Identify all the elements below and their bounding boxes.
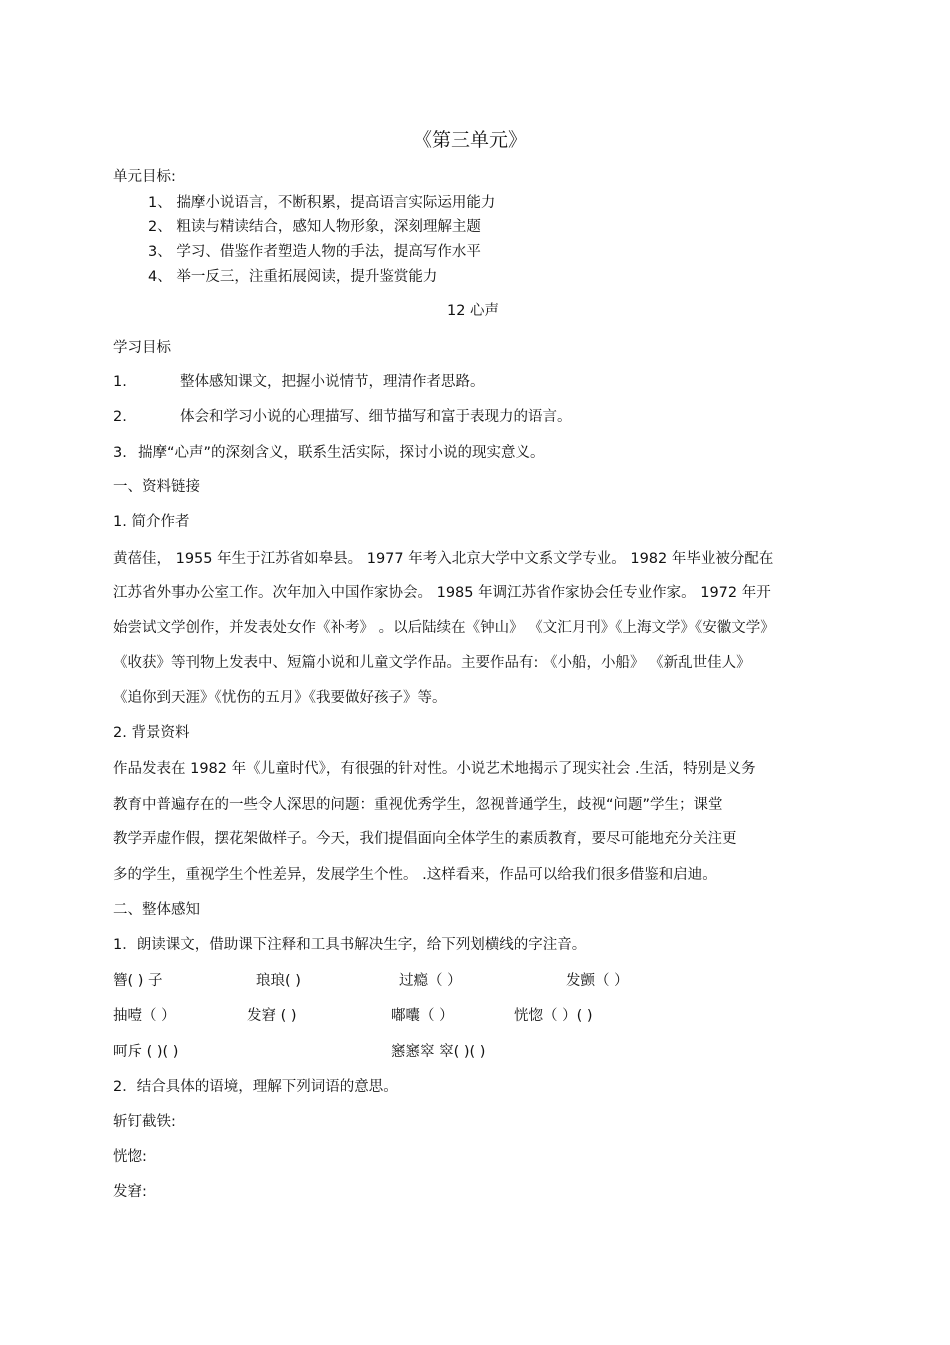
question-2: 2．结合具体的语境，理解下列词语的意思。 [113, 1079, 398, 1095]
study-goal-3-num: 3. [113, 445, 127, 461]
pinyin-item: 恍惚（ ）( ) [514, 1008, 593, 1024]
unit-goal-2: 2、 粗读与精读结合，感知人物形象，深刻理解主题 [148, 219, 481, 235]
unit-goals-label: 单元目标: [113, 169, 176, 185]
term-1: 斩钉截铁: [113, 1114, 176, 1130]
term-2: 恍惚: [113, 1149, 147, 1165]
author-line-3: 始尝试文学创作，并发表处女作《补考》 。以后陆续在《钟山》 《文汇月刊》《上海文学》《安徽文学》 [113, 620, 775, 636]
pinyin-item: 窸窸窣 窣( )( ) [391, 1044, 486, 1060]
pinyin-item: 琅琅( ) [256, 973, 301, 989]
study-goal-1-num: 1. [113, 374, 127, 390]
unit-goal-1: 1、 揣摩小说语言，不断积累，提高语言实际运用能力 [148, 195, 496, 211]
pinyin-item: 发窘 ( ) [247, 1008, 297, 1024]
pinyin-item: 嘟囔（ ） [391, 1008, 454, 1024]
pinyin-item: 抽噎（ ） [113, 1008, 176, 1024]
unit-goal-3: 3、 学习、借鉴作者塑造人物的手法，提高写作水平 [148, 244, 481, 260]
background-line-1: 作品发表在 1982 年《儿童时代》，有很强的针对性。小说艺术地揭示了现实社会 .生活，特别是义务 [113, 761, 756, 777]
background-label: 2. 背景资料 [113, 725, 190, 741]
study-goal-2-num: 2. [113, 409, 127, 425]
study-goals-label: 学习目标 [113, 340, 171, 356]
author-line-5: 《追你到天涯》《忧伤的五月》《我要做好孩子》等。 [113, 690, 447, 706]
author-line-2: 江苏省外事办公室工作。次年加入中国作家协会。 1985 年调江苏省作家协会任专业作家。 1972 年开 [113, 585, 771, 601]
author-line-1: 黄蓓佳， 1955 年生于江苏省如皋县。 1977 年考入北京大学中文系文学专业。 1982 年毕业被分配在 [113, 551, 774, 567]
background-line-4: 多的学生，重视学生个性差异，发展学生个性。 .这样看来，作品可以给我们很多借鉴和启迪。 [113, 867, 717, 883]
study-goal-1-text: 整体感知课文，把握小说情节，理清作者思路。 [180, 374, 485, 390]
background-line-3: 教学弄虚作假，摆花架做样子。今天，我们提倡面向全体学生的素质教育，要尽可能地充分关注更 [113, 831, 737, 847]
unit-goal-4: 4、 举一反三，注重拓展阅读，提升鉴赏能力 [148, 269, 438, 285]
section-2-heading: 二、整体感知 [113, 902, 200, 918]
study-goal-2-text: 体会和学习小说的心理描写、细节描写和富于表现力的语言。 [180, 409, 572, 425]
author-label: 1. 简介作者 [113, 514, 190, 530]
study-goal-3-text: 揣摩“心声”的深刻含义，联系生活实际，探讨小说的现实意义。 [138, 445, 545, 461]
pinyin-item: 过瘾（ ） [399, 973, 462, 989]
term-3: 发窘: [113, 1184, 147, 1200]
pinyin-item: 呵斥 ( )( ) [113, 1044, 179, 1060]
lesson-title: 12 心声 [447, 303, 500, 319]
pinyin-item: 发颤（ ） [566, 973, 629, 989]
background-line-2: 教育中普遍存在的一些令人深思的问题：重视优秀学生，忽视普通学生，歧视“问题”学生；课堂 [113, 797, 723, 813]
pinyin-item: 簪( ) 子 [113, 973, 163, 989]
author-line-4: 《收获》等刊物上发表中、短篇小说和儿童文学作品。主要作品有: 《小船，小船》 《新乱世佳人》 [113, 655, 751, 671]
unit-title: 《第三单元》 [413, 129, 528, 151]
question-1: 1．朗读课文，借助课下注释和工具书解决生字，给下列划横线的字注音。 [113, 937, 587, 953]
section-1-heading: 一、资料链接 [113, 479, 200, 495]
